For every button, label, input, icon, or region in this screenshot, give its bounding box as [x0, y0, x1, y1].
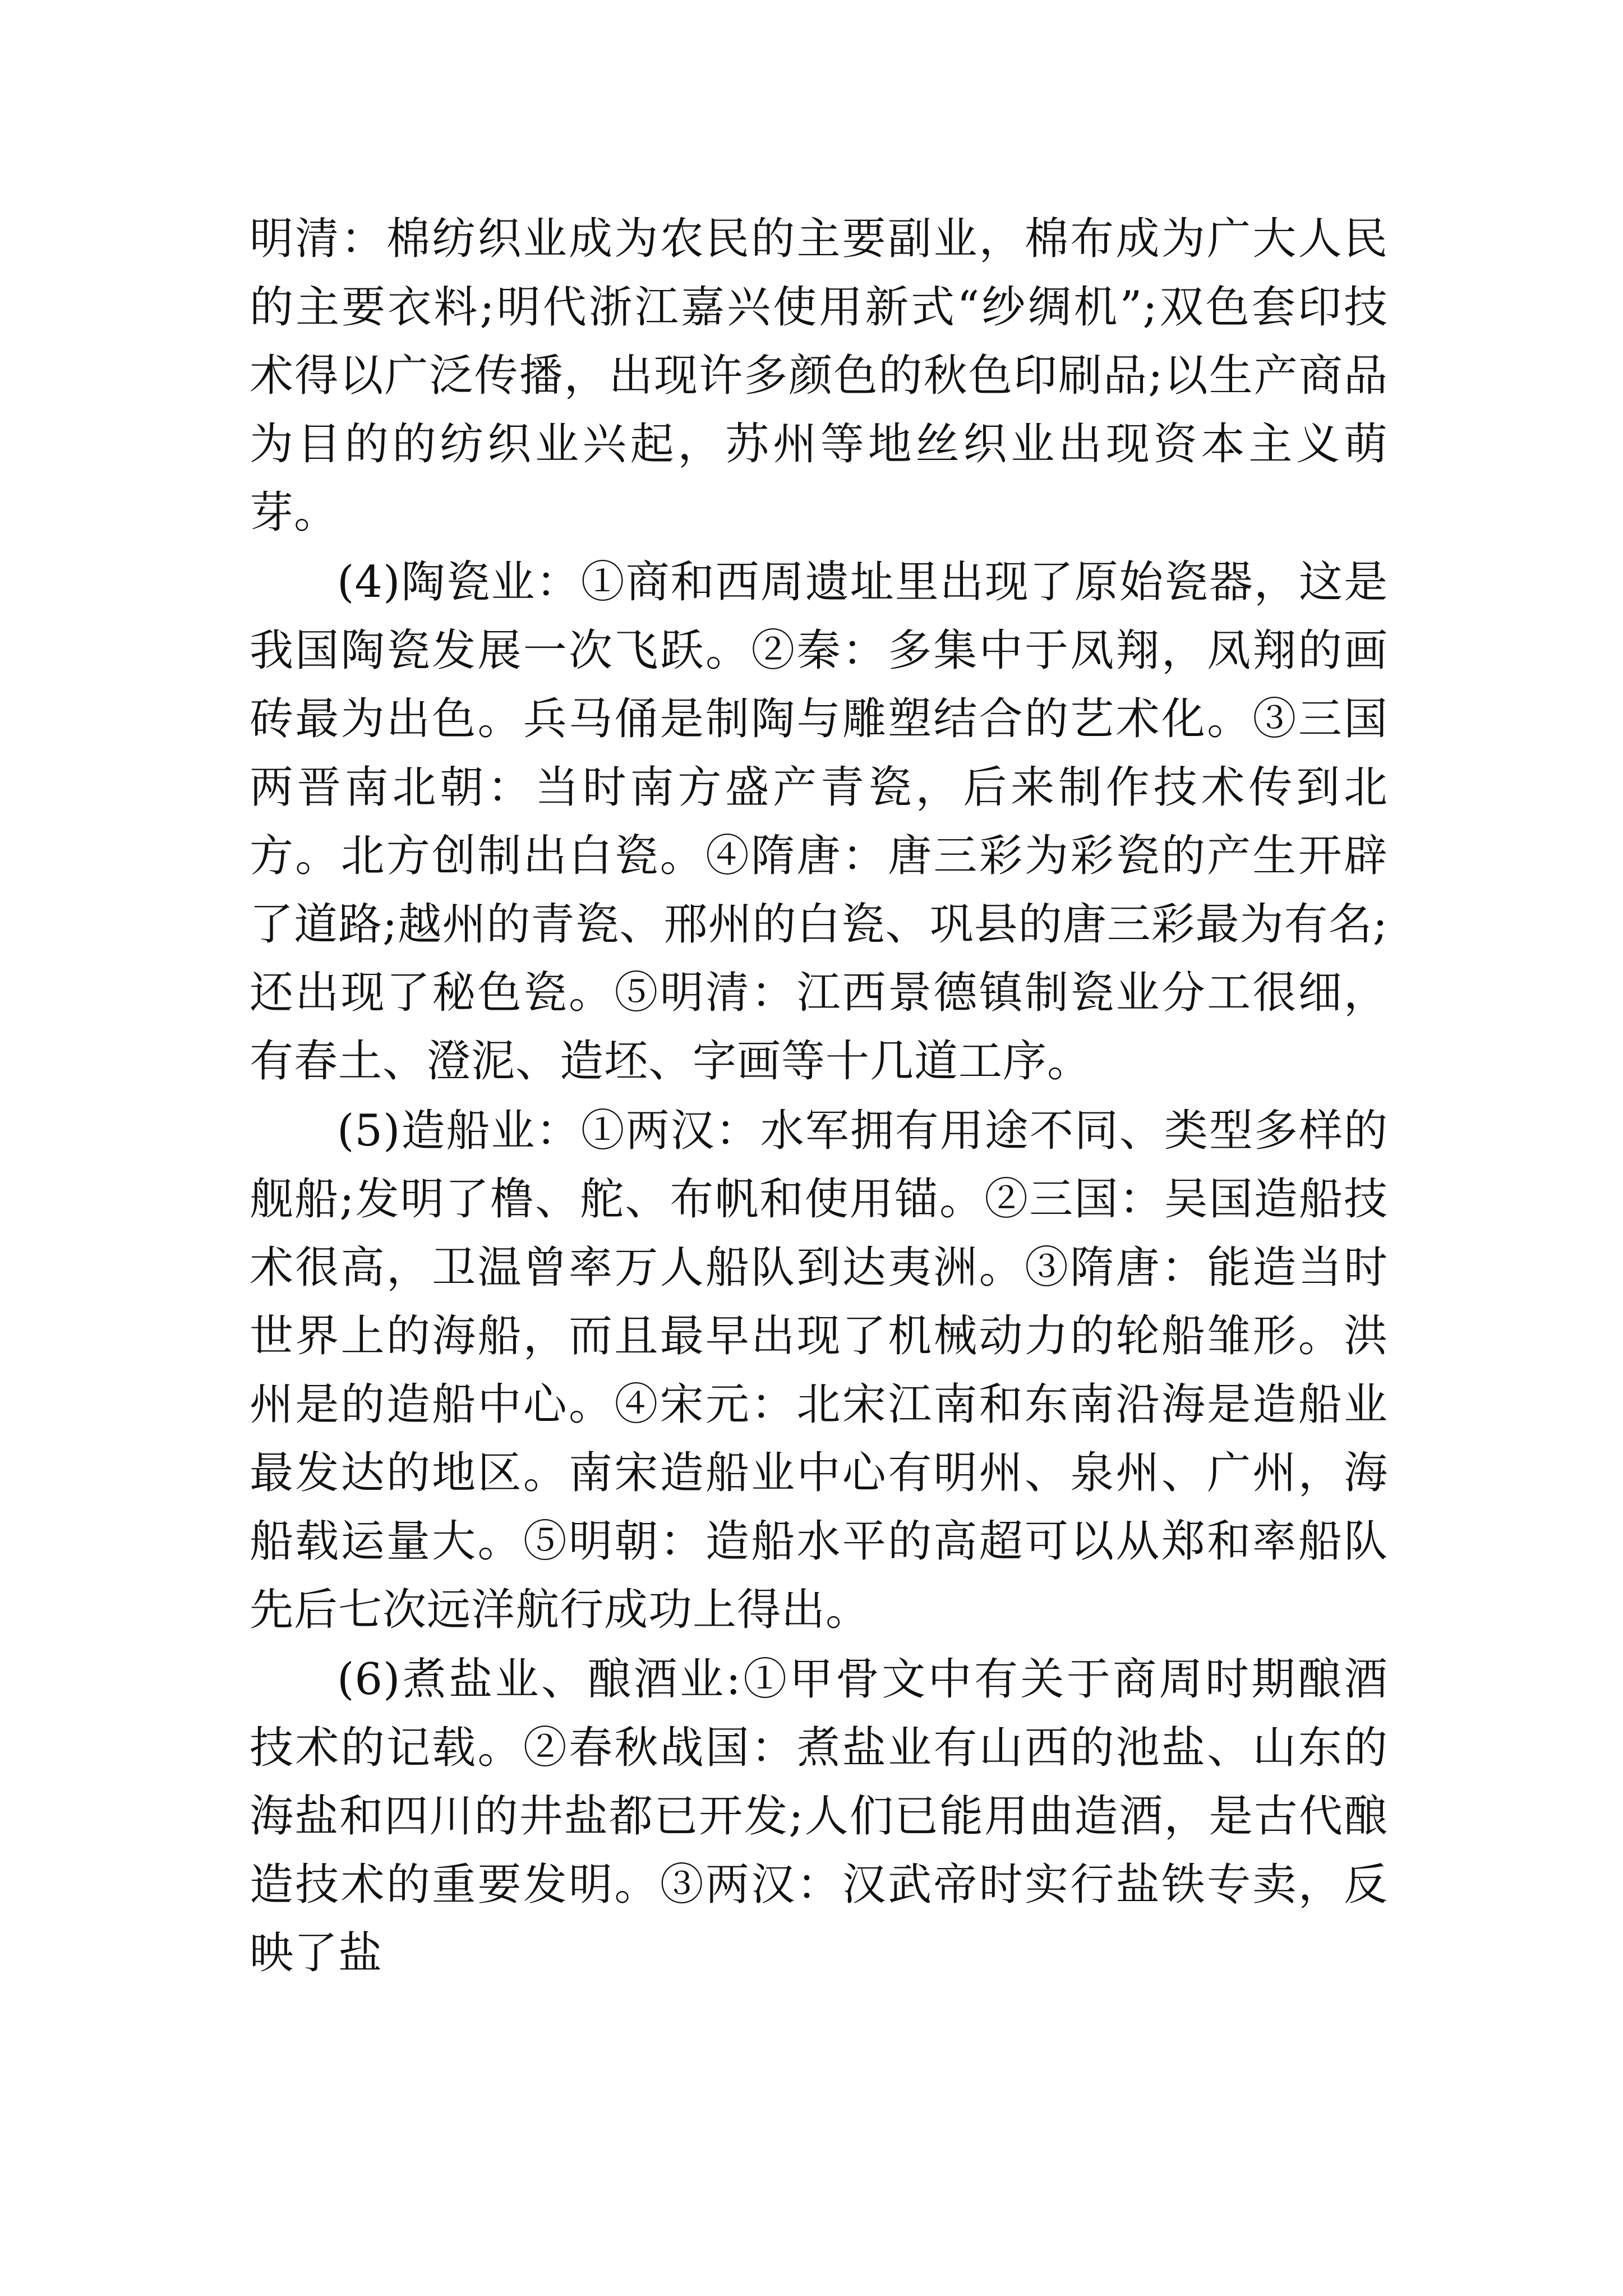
paragraph-ming-qing-textiles: 明清：棉纺织业成为农民的主要副业，棉布成为广大人民的主要衣料;明代浙江嘉兴使用新式“纱绸机”;双色套印技术得以广泛传播，出现许多颜色的秋色印刷品;以生产商品为目的的纺织业兴起，苏州等地丝织业出现资本主义萌芽。 [250, 214, 1388, 538]
paragraph-shipbuilding: (5)造船业：①两汉：水军拥有用途不同、类型多样的舰船;发明了橹、舵、布帆和使用锚。②三国：吴国造船技术很高，卫温曾率万人船队到达夷洲。③隋唐：能造当时世界上的海船，而且最早出现了机械动力的轮船雏形。洪州是的造船中心。④宋元：北宋江南和东南沿海是造船业最发达的地区。南宋造船业中心有明州、泉州、广州，海船载运量大。⑤明朝：造船水平的高超可以从郑和率船队先后七次远洋航行成功上得出。 [250, 1106, 1388, 1635]
paragraph-ceramics: (4)陶瓷业：①商和西周遗址里出现了原始瓷器，这是我国陶瓷发展一次飞跃。②秦：多集中于凤翔，凤翔的画砖最为出色。兵马俑是制陶与雕塑结合的艺术化。③三国两晋南北朝：当时南方盛产青瓷，后来制作技术传到北方。北方创制出白瓷。④隋唐：唐三彩为彩瓷的产生开辟了道路;越州的青瓷、邢州的白瓷、巩县的唐三彩最为有名;还出现了秘色瓷。⑤明清：江西景德镇制瓷业分工很细，有春土、澄泥、造坯、字画等十几道工序。 [250, 557, 1388, 1087]
document-page [250, 205, 1388, 1989]
paragraph-salt-wine: (6)煮盐业、酿酒业:①甲骨文中有关于商周时期酿酒技术的记载。②春秋战国：煮盐业有山西的池盐、山东的海盐和四川的井盐都已开发;人们已能用曲造酒，是古代酿造技术的重要发明。③两汉：汉武帝时实行盐铁专卖，反映了盐 [250, 1654, 1388, 1978]
